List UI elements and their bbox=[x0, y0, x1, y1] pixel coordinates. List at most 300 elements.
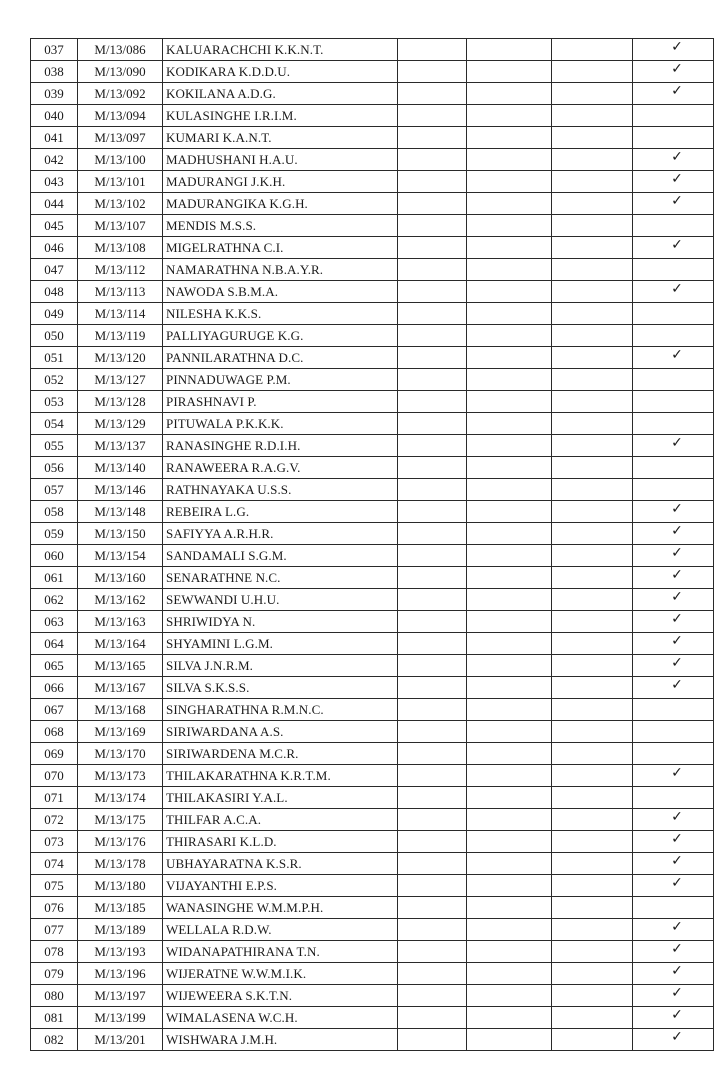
blank-cell bbox=[467, 457, 552, 479]
blank-cell bbox=[467, 1007, 552, 1029]
attendance-mark-cell bbox=[633, 457, 714, 479]
student-name-cell: NILESHA K.K.S. bbox=[163, 303, 398, 325]
registration-number-cell: M/13/113 bbox=[78, 281, 163, 303]
table-row bbox=[31, 985, 714, 1007]
table-row bbox=[31, 655, 714, 677]
blank-cell bbox=[552, 809, 633, 831]
serial-number-cell: 080 bbox=[31, 985, 78, 1007]
registration-number-cell: M/13/164 bbox=[78, 633, 163, 655]
student-name-cell: SINGHARATHNA R.M.N.C. bbox=[163, 699, 398, 721]
blank-cell bbox=[467, 545, 552, 567]
table-row bbox=[31, 303, 714, 325]
serial-number-cell: 079 bbox=[31, 963, 78, 985]
blank-cell bbox=[467, 523, 552, 545]
blank-cell bbox=[552, 655, 633, 677]
table-row bbox=[31, 83, 714, 105]
attendance-mark-cell bbox=[633, 787, 714, 809]
blank-cell bbox=[467, 1029, 552, 1051]
blank-cell bbox=[398, 457, 467, 479]
serial-number-cell: 065 bbox=[31, 655, 78, 677]
blank-cell bbox=[398, 215, 467, 237]
checkmark-icon: ✓ bbox=[671, 171, 683, 187]
blank-cell bbox=[467, 655, 552, 677]
registration-number-cell: M/13/128 bbox=[78, 391, 163, 413]
blank-cell bbox=[467, 391, 552, 413]
registration-number-cell: M/13/180 bbox=[78, 875, 163, 897]
blank-cell bbox=[398, 149, 467, 171]
student-name-cell: WANASINGHE W.M.M.P.H. bbox=[163, 897, 398, 919]
table-row bbox=[31, 523, 714, 545]
serial-number-cell: 041 bbox=[31, 127, 78, 149]
blank-cell bbox=[467, 369, 552, 391]
serial-number-cell: 059 bbox=[31, 523, 78, 545]
table-row bbox=[31, 369, 714, 391]
blank-cell bbox=[552, 765, 633, 787]
blank-cell bbox=[398, 567, 467, 589]
serial-number-cell: 038 bbox=[31, 61, 78, 83]
student-name-cell: WISHWARA J.M.H. bbox=[163, 1029, 398, 1051]
blank-cell bbox=[467, 567, 552, 589]
blank-cell bbox=[552, 677, 633, 699]
attendance-mark-cell bbox=[633, 721, 714, 743]
blank-cell bbox=[398, 105, 467, 127]
checkmark-icon: ✓ bbox=[671, 677, 683, 693]
serial-number-cell: 081 bbox=[31, 1007, 78, 1029]
table-row bbox=[31, 589, 714, 611]
blank-cell bbox=[552, 699, 633, 721]
table-row bbox=[31, 347, 714, 369]
registration-number-cell: M/13/107 bbox=[78, 215, 163, 237]
table-row bbox=[31, 325, 714, 347]
registration-number-cell: M/13/176 bbox=[78, 831, 163, 853]
registration-number-cell: M/13/102 bbox=[78, 193, 163, 215]
blank-cell bbox=[398, 787, 467, 809]
student-name-cell: RANAWEERA R.A.G.V. bbox=[163, 457, 398, 479]
student-name-cell: THIRASARI K.L.D. bbox=[163, 831, 398, 853]
blank-cell bbox=[467, 809, 552, 831]
attendance-mark-cell bbox=[633, 369, 714, 391]
checkmark-icon: ✓ bbox=[671, 39, 683, 55]
attendance-mark-cell bbox=[633, 325, 714, 347]
serial-number-cell: 075 bbox=[31, 875, 78, 897]
blank-cell bbox=[552, 985, 633, 1007]
blank-cell bbox=[398, 765, 467, 787]
blank-cell bbox=[398, 589, 467, 611]
blank-cell bbox=[398, 83, 467, 105]
attendance-mark-cell bbox=[633, 501, 714, 523]
attendance-mark-cell bbox=[633, 633, 714, 655]
serial-number-cell: 039 bbox=[31, 83, 78, 105]
blank-cell bbox=[552, 149, 633, 171]
blank-cell bbox=[398, 985, 467, 1007]
table-row bbox=[31, 501, 714, 523]
registration-number-cell: M/13/174 bbox=[78, 787, 163, 809]
table-row bbox=[31, 237, 714, 259]
student-name-cell: SHYAMINI L.G.M. bbox=[163, 633, 398, 655]
blank-cell bbox=[467, 435, 552, 457]
blank-cell bbox=[467, 237, 552, 259]
blank-cell bbox=[467, 193, 552, 215]
checkmark-icon: ✓ bbox=[671, 149, 683, 165]
serial-number-cell: 051 bbox=[31, 347, 78, 369]
table-row bbox=[31, 545, 714, 567]
blank-cell bbox=[552, 633, 633, 655]
blank-cell bbox=[398, 193, 467, 215]
blank-cell bbox=[552, 523, 633, 545]
attendance-mark-cell bbox=[633, 479, 714, 501]
student-name-cell: KOKILANA A.D.G. bbox=[163, 83, 398, 105]
blank-cell bbox=[398, 435, 467, 457]
serial-number-cell: 063 bbox=[31, 611, 78, 633]
blank-cell bbox=[398, 369, 467, 391]
student-name-cell: KALUARACHCHI K.K.N.T. bbox=[163, 39, 398, 61]
registration-number-cell: M/13/146 bbox=[78, 479, 163, 501]
attendance-mark-cell bbox=[633, 611, 714, 633]
student-name-cell: WIDANAPATHIRANA T.N. bbox=[163, 941, 398, 963]
blank-cell bbox=[552, 919, 633, 941]
table-row bbox=[31, 193, 714, 215]
serial-number-cell: 076 bbox=[31, 897, 78, 919]
checkmark-icon: ✓ bbox=[671, 589, 683, 605]
attendance-mark-cell bbox=[633, 127, 714, 149]
blank-cell bbox=[467, 259, 552, 281]
student-name-cell: KUMARI K.A.N.T. bbox=[163, 127, 398, 149]
student-name-cell: WIMALASENA W.C.H. bbox=[163, 1007, 398, 1029]
attendance-mark-cell bbox=[633, 39, 714, 61]
registration-number-cell: M/13/189 bbox=[78, 919, 163, 941]
blank-cell bbox=[398, 941, 467, 963]
registration-number-cell: M/13/090 bbox=[78, 61, 163, 83]
student-name-cell: REBEIRA L.G. bbox=[163, 501, 398, 523]
student-name-cell: MADURANGI J.K.H. bbox=[163, 171, 398, 193]
attendance-mark-cell bbox=[633, 677, 714, 699]
serial-number-cell: 066 bbox=[31, 677, 78, 699]
blank-cell bbox=[552, 721, 633, 743]
blank-cell bbox=[467, 677, 552, 699]
blank-cell bbox=[467, 589, 552, 611]
registration-number-cell: M/13/185 bbox=[78, 897, 163, 919]
table-row bbox=[31, 699, 714, 721]
table-row bbox=[31, 721, 714, 743]
attendance-mark-cell bbox=[633, 193, 714, 215]
registration-number-cell: M/13/092 bbox=[78, 83, 163, 105]
student-name-cell: SANDAMALI S.G.M. bbox=[163, 545, 398, 567]
checkmark-icon: ✓ bbox=[671, 435, 683, 451]
attendance-mark-cell bbox=[633, 237, 714, 259]
blank-cell bbox=[552, 413, 633, 435]
attendance-mark-cell bbox=[633, 523, 714, 545]
serial-number-cell: 078 bbox=[31, 941, 78, 963]
table-row bbox=[31, 391, 714, 413]
student-name-cell: KODIKARA K.D.D.U. bbox=[163, 61, 398, 83]
registration-number-cell: M/13/170 bbox=[78, 743, 163, 765]
student-name-cell: SILVA J.N.R.M. bbox=[163, 655, 398, 677]
checkmark-icon: ✓ bbox=[671, 655, 683, 671]
registration-number-cell: M/13/168 bbox=[78, 699, 163, 721]
registration-number-cell: M/13/114 bbox=[78, 303, 163, 325]
student-name-cell: MADHUSHANI H.A.U. bbox=[163, 149, 398, 171]
blank-cell bbox=[467, 875, 552, 897]
registration-number-cell: M/13/163 bbox=[78, 611, 163, 633]
blank-cell bbox=[398, 501, 467, 523]
blank-cell bbox=[552, 347, 633, 369]
table-row bbox=[31, 435, 714, 457]
blank-cell bbox=[467, 897, 552, 919]
blank-cell bbox=[552, 1007, 633, 1029]
student-name-cell: MADURANGIKA K.G.H. bbox=[163, 193, 398, 215]
table-row bbox=[31, 127, 714, 149]
table-row bbox=[31, 853, 714, 875]
student-name-cell: THILAKARATHNA K.R.T.M. bbox=[163, 765, 398, 787]
blank-cell bbox=[398, 523, 467, 545]
serial-number-cell: 068 bbox=[31, 721, 78, 743]
serial-number-cell: 061 bbox=[31, 567, 78, 589]
blank-cell bbox=[467, 787, 552, 809]
attendance-mark-cell bbox=[633, 61, 714, 83]
student-name-cell: PIRASHNAVI P. bbox=[163, 391, 398, 413]
blank-cell bbox=[398, 831, 467, 853]
blank-cell bbox=[552, 853, 633, 875]
student-name-cell: SENARATHNE N.C. bbox=[163, 567, 398, 589]
student-name-cell: RANASINGHE R.D.I.H. bbox=[163, 435, 398, 457]
blank-cell bbox=[552, 171, 633, 193]
registration-number-cell: M/13/201 bbox=[78, 1029, 163, 1051]
attendance-mark-cell bbox=[633, 699, 714, 721]
blank-cell bbox=[467, 83, 552, 105]
blank-cell bbox=[398, 281, 467, 303]
blank-cell bbox=[398, 479, 467, 501]
blank-cell bbox=[552, 589, 633, 611]
table-row bbox=[31, 677, 714, 699]
checkmark-icon: ✓ bbox=[671, 809, 683, 825]
student-name-cell: SILVA S.K.S.S. bbox=[163, 677, 398, 699]
blank-cell bbox=[467, 325, 552, 347]
checkmark-icon: ✓ bbox=[671, 523, 683, 539]
blank-cell bbox=[467, 149, 552, 171]
student-name-cell: THILAKASIRI Y.A.L. bbox=[163, 787, 398, 809]
serial-number-cell: 053 bbox=[31, 391, 78, 413]
blank-cell bbox=[398, 853, 467, 875]
blank-cell bbox=[398, 875, 467, 897]
table-row bbox=[31, 897, 714, 919]
checkmark-icon: ✓ bbox=[671, 347, 683, 363]
table-row bbox=[31, 567, 714, 589]
blank-cell bbox=[467, 699, 552, 721]
blank-cell bbox=[552, 479, 633, 501]
student-name-cell: SHRIWIDYA N. bbox=[163, 611, 398, 633]
blank-cell bbox=[398, 721, 467, 743]
blank-cell bbox=[467, 303, 552, 325]
blank-cell bbox=[398, 545, 467, 567]
registration-number-cell: M/13/154 bbox=[78, 545, 163, 567]
table-row bbox=[31, 105, 714, 127]
blank-cell bbox=[398, 347, 467, 369]
table-row bbox=[31, 413, 714, 435]
serial-number-cell: 055 bbox=[31, 435, 78, 457]
blank-cell bbox=[398, 677, 467, 699]
blank-cell bbox=[467, 501, 552, 523]
blank-cell bbox=[467, 963, 552, 985]
registration-number-cell: M/13/094 bbox=[78, 105, 163, 127]
attendance-mark-cell bbox=[633, 413, 714, 435]
serial-number-cell: 058 bbox=[31, 501, 78, 523]
blank-cell bbox=[467, 721, 552, 743]
attendance-mark-cell bbox=[633, 347, 714, 369]
serial-number-cell: 074 bbox=[31, 853, 78, 875]
student-name-cell: WIJERATNE W.W.M.I.K. bbox=[163, 963, 398, 985]
student-name-cell: UBHAYARATNA K.S.R. bbox=[163, 853, 398, 875]
student-name-cell: SIRIWARDANA A.S. bbox=[163, 721, 398, 743]
serial-number-cell: 045 bbox=[31, 215, 78, 237]
serial-number-cell: 049 bbox=[31, 303, 78, 325]
student-name-cell: NAMARATHNA N.B.A.Y.R. bbox=[163, 259, 398, 281]
table-row bbox=[31, 611, 714, 633]
registration-number-cell: M/13/129 bbox=[78, 413, 163, 435]
blank-cell bbox=[552, 281, 633, 303]
blank-cell bbox=[467, 919, 552, 941]
attendance-mark-cell bbox=[633, 897, 714, 919]
blank-cell bbox=[467, 171, 552, 193]
table-row bbox=[31, 787, 714, 809]
attendance-mark-cell bbox=[633, 83, 714, 105]
blank-cell bbox=[467, 743, 552, 765]
attendance-mark-cell bbox=[633, 171, 714, 193]
student-name-cell: MIGELRATHNA C.I. bbox=[163, 237, 398, 259]
blank-cell bbox=[398, 1007, 467, 1029]
blank-cell bbox=[467, 215, 552, 237]
attendance-mark-cell bbox=[633, 853, 714, 875]
registration-number-cell: M/13/193 bbox=[78, 941, 163, 963]
table-row bbox=[31, 281, 714, 303]
student-name-cell: WIJEWEERA S.K.T.N. bbox=[163, 985, 398, 1007]
checkmark-icon: ✓ bbox=[671, 61, 683, 77]
blank-cell bbox=[552, 611, 633, 633]
attendance-mark-cell bbox=[633, 545, 714, 567]
blank-cell bbox=[398, 809, 467, 831]
serial-number-cell: 057 bbox=[31, 479, 78, 501]
serial-number-cell: 072 bbox=[31, 809, 78, 831]
registration-number-cell: M/13/108 bbox=[78, 237, 163, 259]
registration-number-cell: M/13/196 bbox=[78, 963, 163, 985]
serial-number-cell: 043 bbox=[31, 171, 78, 193]
blank-cell bbox=[552, 83, 633, 105]
registration-number-cell: M/13/112 bbox=[78, 259, 163, 281]
table-row bbox=[31, 831, 714, 853]
blank-cell bbox=[552, 391, 633, 413]
checkmark-icon: ✓ bbox=[671, 83, 683, 99]
registration-number-cell: M/13/097 bbox=[78, 127, 163, 149]
attendance-mark-cell bbox=[633, 149, 714, 171]
blank-cell bbox=[552, 545, 633, 567]
serial-number-cell: 082 bbox=[31, 1029, 78, 1051]
registration-number-cell: M/13/178 bbox=[78, 853, 163, 875]
table-row bbox=[31, 1029, 714, 1051]
registration-number-cell: M/13/165 bbox=[78, 655, 163, 677]
checkmark-icon: ✓ bbox=[671, 633, 683, 649]
blank-cell bbox=[398, 259, 467, 281]
serial-number-cell: 073 bbox=[31, 831, 78, 853]
attendance-mark-cell bbox=[633, 919, 714, 941]
table-row bbox=[31, 457, 714, 479]
blank-cell bbox=[398, 655, 467, 677]
checkmark-icon: ✓ bbox=[671, 501, 683, 517]
blank-cell bbox=[398, 391, 467, 413]
student-name-cell: MENDIS M.S.S. bbox=[163, 215, 398, 237]
serial-number-cell: 048 bbox=[31, 281, 78, 303]
attendance-mark-cell bbox=[633, 831, 714, 853]
attendance-mark-cell bbox=[633, 589, 714, 611]
checkmark-icon: ✓ bbox=[671, 765, 683, 781]
blank-cell bbox=[552, 743, 633, 765]
blank-cell bbox=[467, 479, 552, 501]
attendance-mark-cell bbox=[633, 743, 714, 765]
student-name-cell: NAWODA S.B.M.A. bbox=[163, 281, 398, 303]
checkmark-icon: ✓ bbox=[671, 919, 683, 935]
registration-number-cell: M/13/175 bbox=[78, 809, 163, 831]
blank-cell bbox=[467, 347, 552, 369]
blank-cell bbox=[467, 281, 552, 303]
checkmark-icon: ✓ bbox=[671, 237, 683, 253]
serial-number-cell: 050 bbox=[31, 325, 78, 347]
registration-number-cell: M/13/140 bbox=[78, 457, 163, 479]
serial-number-cell: 060 bbox=[31, 545, 78, 567]
attendance-mark-cell bbox=[633, 941, 714, 963]
attendance-mark-cell bbox=[633, 567, 714, 589]
student-name-cell: VIJAYANTHI E.P.S. bbox=[163, 875, 398, 897]
blank-cell bbox=[552, 325, 633, 347]
table-row bbox=[31, 963, 714, 985]
registration-number-cell: M/13/119 bbox=[78, 325, 163, 347]
registration-number-cell: M/13/169 bbox=[78, 721, 163, 743]
blank-cell bbox=[552, 941, 633, 963]
serial-number-cell: 077 bbox=[31, 919, 78, 941]
table-row bbox=[31, 919, 714, 941]
student-name-cell: RATHNAYAKA U.S.S. bbox=[163, 479, 398, 501]
registration-number-cell: M/13/160 bbox=[78, 567, 163, 589]
attendance-mark-cell bbox=[633, 985, 714, 1007]
blank-cell bbox=[467, 413, 552, 435]
blank-cell bbox=[398, 39, 467, 61]
table-row bbox=[31, 171, 714, 193]
blank-cell bbox=[467, 127, 552, 149]
table-row bbox=[31, 743, 714, 765]
blank-cell bbox=[398, 699, 467, 721]
blank-cell bbox=[398, 1029, 467, 1051]
table-row bbox=[31, 809, 714, 831]
blank-cell bbox=[398, 611, 467, 633]
blank-cell bbox=[398, 325, 467, 347]
blank-cell bbox=[398, 919, 467, 941]
table-row bbox=[31, 633, 714, 655]
serial-number-cell: 064 bbox=[31, 633, 78, 655]
student-name-cell: PANNILARATHNA D.C. bbox=[163, 347, 398, 369]
registration-number-cell: M/13/137 bbox=[78, 435, 163, 457]
attendance-mark-cell bbox=[633, 435, 714, 457]
registration-number-cell: M/13/162 bbox=[78, 589, 163, 611]
serial-number-cell: 046 bbox=[31, 237, 78, 259]
registration-number-cell: M/13/150 bbox=[78, 523, 163, 545]
attendance-mark-cell bbox=[633, 1029, 714, 1051]
blank-cell bbox=[467, 39, 552, 61]
registration-number-cell: M/13/197 bbox=[78, 985, 163, 1007]
serial-number-cell: 062 bbox=[31, 589, 78, 611]
blank-cell bbox=[398, 127, 467, 149]
blank-cell bbox=[552, 831, 633, 853]
blank-cell bbox=[552, 435, 633, 457]
blank-cell bbox=[398, 171, 467, 193]
blank-cell bbox=[552, 303, 633, 325]
table-row bbox=[31, 765, 714, 787]
